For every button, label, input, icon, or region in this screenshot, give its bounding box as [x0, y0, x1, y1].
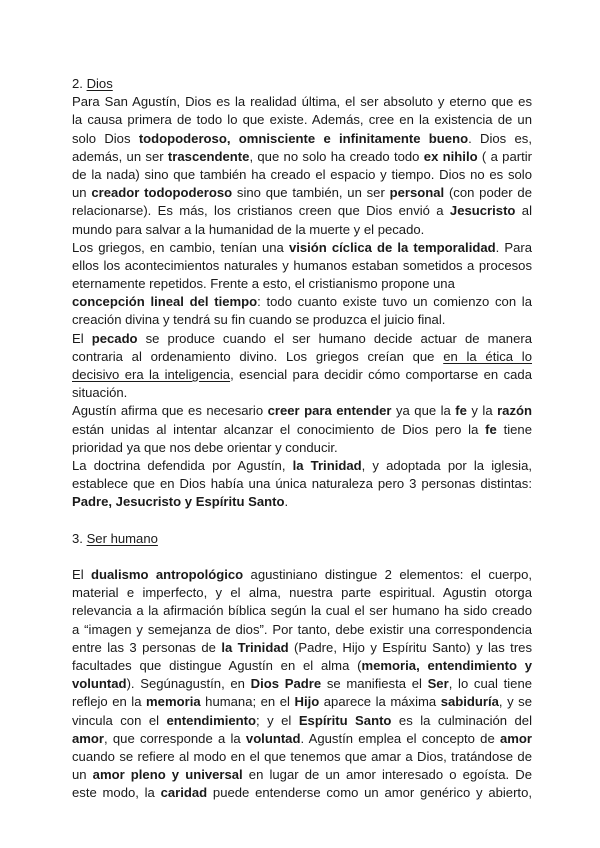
text-run: creación divina y tendrá su fin cuando se produzca el juicio final. — [72, 312, 446, 328]
underlined-text: decisivo era la inteligencia — [72, 367, 231, 382]
text-run: ; y el — [256, 712, 299, 728]
text-run: ya que la — [391, 403, 456, 419]
bold-term: trascendente — [167, 148, 250, 164]
bold-term: amor — [72, 730, 105, 746]
text-run: relevancia a la afirmación bíblica según la cual el ser humano ha sido creado — [72, 603, 532, 619]
text-run: se produce cuando el ser humano decide actuar de manera — [137, 330, 532, 346]
text-run: , y adoptada por la iglesia, — [361, 457, 532, 473]
text-run: vincula con el — [72, 712, 167, 728]
text-line — [72, 475, 532, 493]
text-line — [72, 293, 532, 311]
spacer — [72, 512, 532, 530]
bold-term: Ser — [427, 676, 449, 692]
section-3-body — [72, 566, 532, 802]
text-line — [72, 584, 532, 602]
text-run: en lugar de un amor interesado o egoísta. De — [242, 767, 533, 783]
text-run: . Dios es, — [468, 130, 532, 146]
section-3-number: 3. — [72, 530, 83, 546]
text-run: humana; en el — [200, 694, 295, 710]
bold-term: visión cíclica de la temporalidad — [288, 239, 496, 255]
text-line — [72, 748, 532, 766]
text-run: situación. — [72, 385, 128, 401]
bold-term: voluntad — [72, 676, 127, 692]
text-run: . — [284, 494, 289, 510]
text-run: , lo cual tiene — [448, 676, 533, 692]
bold-term: amor — [499, 730, 532, 746]
bold-term: sabiduría — [440, 694, 499, 710]
text-line — [72, 439, 532, 457]
text-line — [72, 348, 532, 366]
bold-term: voluntad — [245, 730, 301, 746]
text-run: . Agustín emplea el concepto de — [300, 730, 500, 746]
bold-term: memoria, entendimiento y — [361, 658, 532, 673]
text-line — [72, 166, 532, 184]
section-2-number: 2. — [72, 76, 83, 91]
bold-term: todopoderoso, omnisciente e infinitamente bueno — [138, 130, 469, 146]
text-line — [72, 493, 532, 511]
text-run: es la culminación del — [391, 712, 532, 728]
text-run: un — [72, 767, 93, 783]
text-run: Agustín afirma que es necesario — [72, 403, 268, 419]
bold-term: creador todopoderoso — [91, 185, 233, 201]
document-page — [72, 75, 532, 803]
text-line — [72, 221, 532, 239]
bold-term: Dios Padre — [250, 676, 322, 692]
bold-term: Hijo — [294, 694, 320, 710]
bold-term: la Trinidad — [292, 457, 362, 473]
text-run: Los griegos, en cambio, tenían una — [72, 239, 289, 255]
text-line — [72, 184, 532, 202]
text-line — [72, 675, 532, 693]
text-run: están unidas al intentar alcanzar el conocimiento de Dios pero la — [72, 421, 486, 437]
text-line — [72, 566, 532, 584]
text-run: contraria al ordenamiento divino. Los griegos creían que — [72, 348, 444, 364]
text-line — [72, 202, 532, 220]
bold-term: fe — [485, 421, 497, 437]
text-line — [72, 330, 532, 348]
text-run: (con poder de — [444, 185, 532, 201]
text-run: cuando se refiere al modo en el que tenemos que amar a Dios, tratándose de — [72, 748, 532, 764]
text-line — [72, 712, 532, 730]
bold-term: razón — [497, 403, 532, 419]
text-run: eternamente repetidos. Frente a esto, el cristianismo propone una — [72, 276, 455, 292]
bold-term: creer para entender — [267, 403, 392, 419]
spacer — [72, 548, 532, 566]
bold-term: la Trinidad — [221, 639, 289, 655]
text-run: este modo, la — [72, 785, 161, 801]
text-run: a “imagen y semejanza de dios”. Por tanto, debe existir una correspondencia — [72, 621, 532, 637]
bold-term: caridad — [160, 785, 208, 801]
bold-term: Padre, Jesucristo y Espíritu Santo — [72, 494, 285, 510]
text-run: de la nada) sino que también ha creado el espacio y tiempo. Dios no es solo — [72, 166, 532, 182]
text-run: material e imperfecto, y el alma, nuestra parte espiritual. Agustin otorga — [72, 585, 532, 601]
text-line — [72, 730, 532, 748]
text-run: El — [72, 567, 92, 583]
text-line — [72, 148, 532, 166]
text-run: y la — [466, 403, 498, 419]
text-run: aparece la máxima — [319, 694, 441, 710]
text-run: El — [72, 330, 92, 346]
text-line — [72, 457, 532, 475]
text-line — [72, 621, 532, 639]
text-run: además, un ser — [72, 148, 168, 164]
text-run: La doctrina defendida por Agustín, — [72, 457, 293, 473]
text-run: agustiniano distingue 2 elementos: el cuerpo, — [243, 567, 533, 583]
text-run: al — [515, 203, 532, 219]
bold-term: fe — [455, 403, 467, 419]
section-3-heading — [72, 530, 532, 548]
text-run: se manifiesta el — [321, 676, 428, 692]
text-run: , esencial para decidir cómo comportarse en cada — [230, 367, 532, 382]
bold-term: entendimiento — [166, 712, 256, 728]
bold-term: personal — [389, 185, 445, 201]
text-line — [72, 366, 532, 384]
text-run: Para San Agustín, Dios es la realidad última, el ser absoluto y eterno que es — [72, 94, 532, 110]
text-run: un — [72, 185, 92, 201]
text-line — [72, 130, 532, 148]
bold-term: dualismo antropológico — [91, 567, 244, 583]
bold-term: Jesucristo — [449, 203, 516, 219]
text-run: , que corresponde a la — [104, 730, 246, 746]
text-line — [72, 421, 532, 439]
text-line — [72, 402, 532, 420]
text-run: mundo para salvar a la humanidad de la muerte y el pecado. — [72, 221, 425, 237]
text-run: solo Dios — [72, 130, 139, 146]
text-run: , que no solo ha creado todo — [249, 148, 424, 164]
text-line — [72, 693, 532, 711]
text-run: (Padre, Hijo y Espíritu Santo) y las tres — [288, 639, 533, 655]
text-line — [72, 784, 532, 802]
text-line — [72, 239, 532, 257]
text-run: facultades que distingue Agustín en el alma ( — [72, 658, 362, 673]
text-run: entre las 3 personas de — [72, 639, 222, 655]
text-line — [72, 93, 532, 111]
text-line — [72, 311, 532, 329]
text-run: ). Segúnagustín, en — [126, 676, 251, 692]
text-run: ( a partir — [477, 148, 533, 164]
text-run: tiene — [496, 421, 532, 437]
text-line — [72, 602, 532, 620]
text-run: la causa primera de todo lo que existe. Además, cree en la existencia de un — [72, 112, 532, 128]
text-run: sino que también, un ser — [232, 185, 390, 201]
section-3-title: Ser humano — [86, 530, 158, 546]
text-run: , y se — [498, 694, 533, 710]
text-line — [72, 275, 532, 293]
text-run: establece que en Dios había una única naturaleza pero 3 personas distintas: — [72, 476, 532, 492]
text-run: relacionarse). Es más, los cristianos creen que Dios envió a — [72, 203, 450, 219]
text-run: : todo cuanto existe tuvo un comienzo con la — [257, 294, 532, 310]
section-2-heading — [72, 75, 532, 93]
bold-term: ex nihilo — [423, 148, 478, 164]
text-line — [72, 111, 532, 129]
bold-term: pecado — [91, 330, 138, 346]
bold-term: Espíritu Santo — [298, 712, 392, 728]
section-2-body — [72, 93, 532, 511]
text-run: ellos los acontecimientos naturales y humanos estaban sometidos a procesos — [72, 257, 532, 273]
section-2-title: Dios — [86, 76, 113, 91]
bold-term: concepción lineal del tiempo — [72, 294, 258, 310]
text-line — [72, 766, 532, 784]
bold-term: amor pleno y universal — [92, 767, 243, 783]
text-line — [72, 639, 532, 657]
text-line — [72, 257, 532, 275]
text-line — [72, 657, 532, 675]
text-run: reflejo en la — [72, 694, 147, 710]
text-run: puede entenderse como un amor genérico y abierto, — [207, 785, 532, 801]
text-line — [72, 384, 532, 402]
underlined-text: en la ética lo — [443, 348, 532, 364]
text-run: . Para — [495, 239, 533, 255]
text-run: prioridad ya que nos debe orientar y conducir. — [72, 439, 338, 455]
bold-term: memoria — [146, 694, 201, 710]
